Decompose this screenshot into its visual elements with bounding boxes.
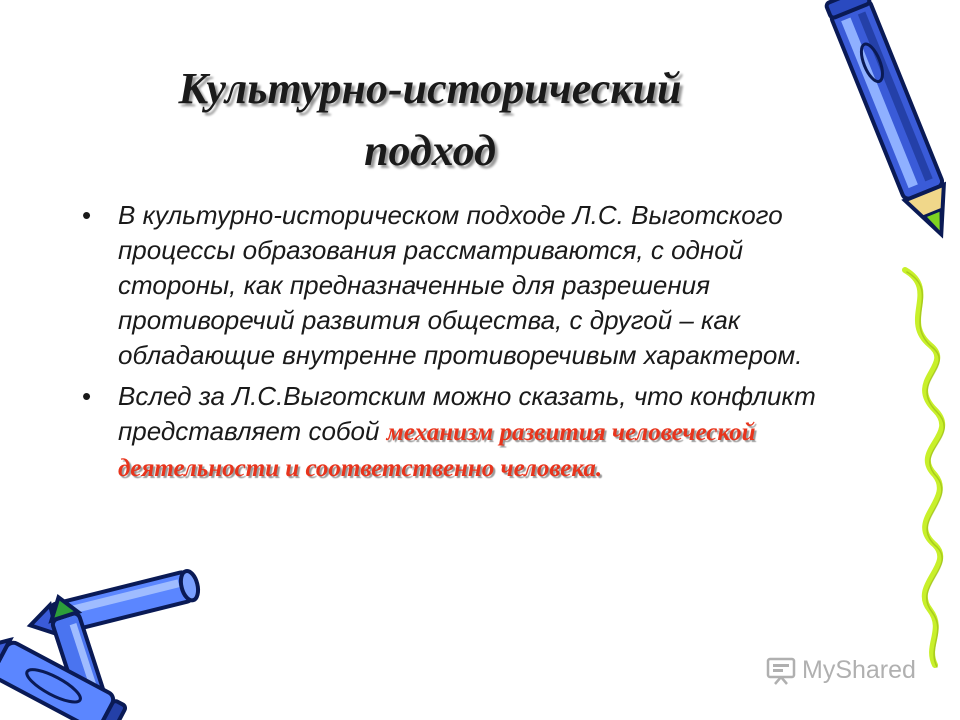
bullet-marker: •: [82, 200, 92, 230]
bullet-marker: •: [82, 381, 92, 411]
watermark-text: MyShared: [802, 656, 916, 684]
squiggle-line: [905, 270, 942, 665]
watermark: [766, 656, 916, 685]
slide-title: [100, 58, 760, 182]
title-line-2: подход: [364, 126, 496, 175]
bullet-text-1: В культурно-историческом подходе Л.С. Выготского процессы образования рассматриваются, с одной стороны, как предназначенные для разрешения противоречий развития общества, с другой – как обладающие внутренне противоречивым характером.: [118, 200, 803, 370]
bullet-text-2: Вслед за Л.С.Выготским можно сказать, что конфликт представляет собой: [118, 381, 816, 446]
emphasis-text: механизм развития человеческой деятельности и соответственно человека.: [118, 419, 756, 482]
title-line-1: Культурно-исторический: [178, 64, 682, 113]
bullet-item-2: [82, 379, 862, 486]
presentation-board-icon: [766, 657, 796, 685]
bullet-list: [82, 198, 862, 492]
bullet-item-1: [82, 198, 862, 373]
